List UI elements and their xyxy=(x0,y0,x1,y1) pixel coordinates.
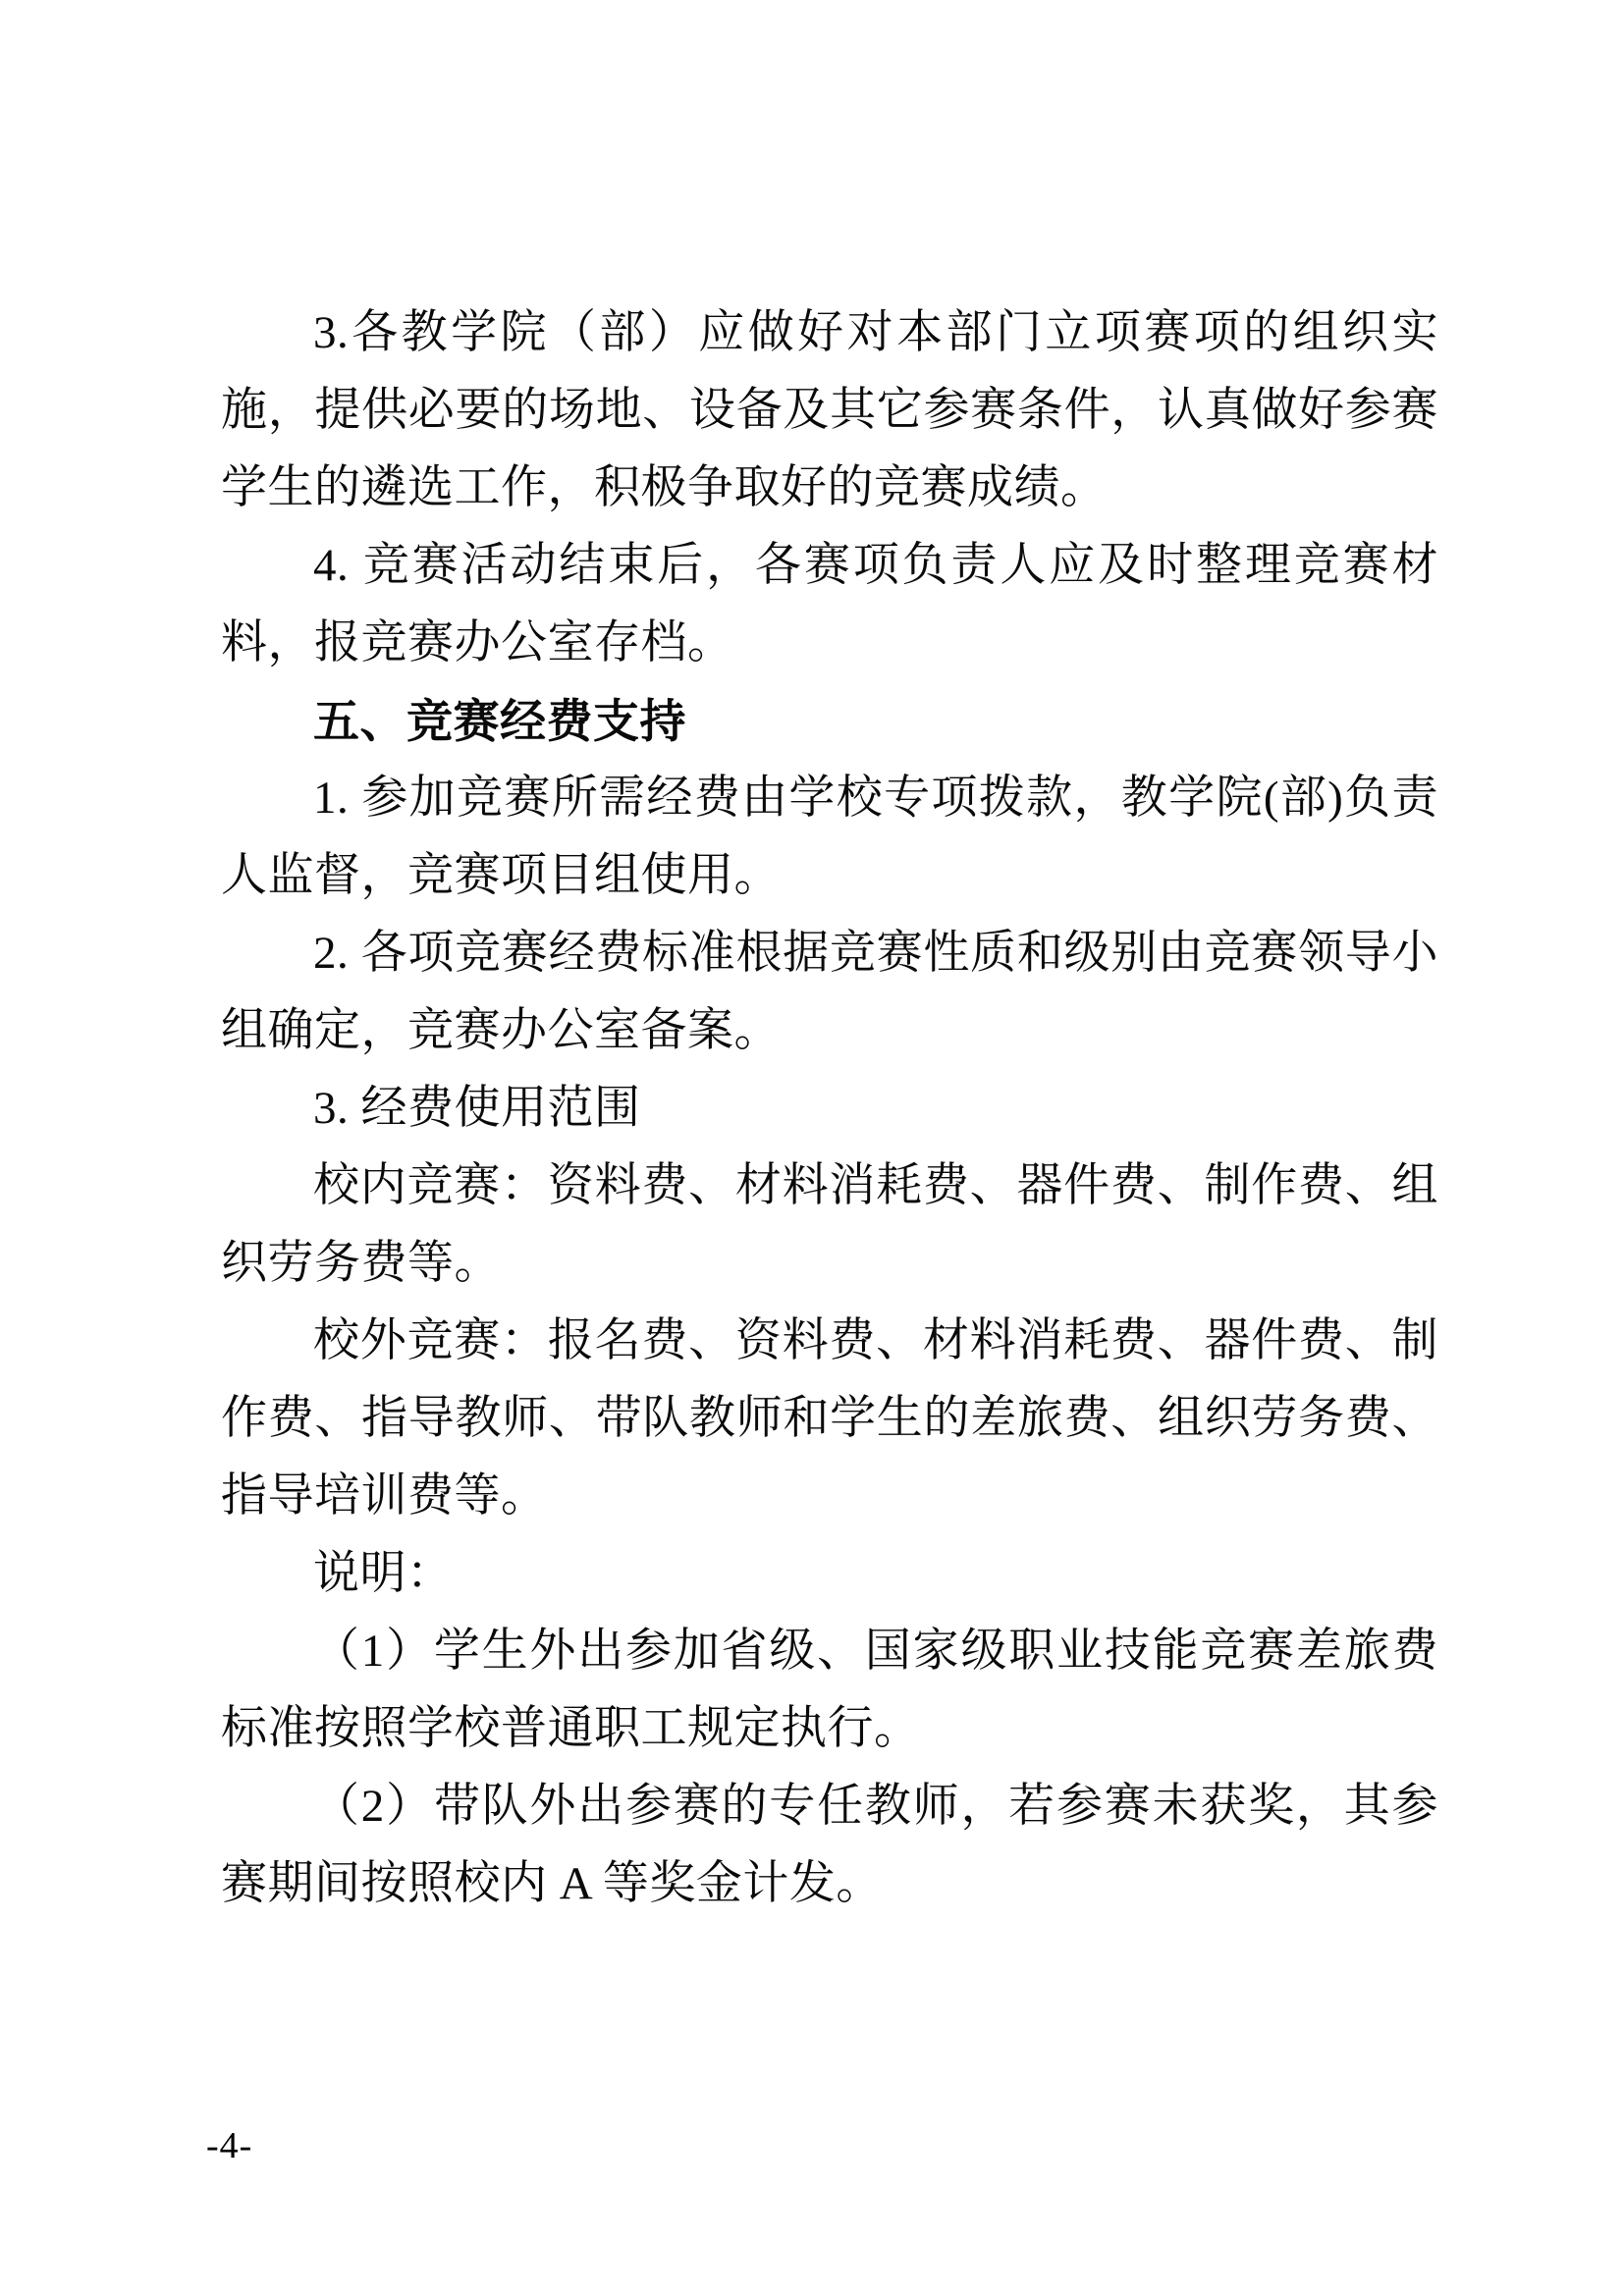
paragraph-3-org-implementation: 3.各教学院（部）应做好对本部门立项赛项的组织实施，提供必要的场地、设备及其它参赛条件，认真做好参赛学生的遴选工作，积极争取好的竞赛成绩。 xyxy=(221,307,1438,513)
section-heading-funding-support: 五、竞赛经费支持 xyxy=(313,695,686,747)
paragraph-4-archive-materials: 4. 竞赛活动结束后，各赛项负责人应及时整理竞赛材料，报竞赛办公室存档。 xyxy=(221,540,1438,668)
document-text-block xyxy=(221,294,1438,1923)
paragraph-funding-2: 2. 各项竞赛经费标准根据竞赛性质和级别由竞赛领导小组确定，竞赛办公室备案。 xyxy=(221,928,1438,1056)
paragraph-notes-label: 说明： xyxy=(313,1548,454,1599)
page-number: -4- xyxy=(206,2125,253,2166)
paragraph-off-campus-fees: 校外竞赛：报名费、资料费、材料消耗费、器件费、制作费、指导教师、带队教师和学生的差旅费、组织劳务费、指导培训费等。 xyxy=(221,1315,1438,1522)
paragraph-note-1-travel-standard: （1）学生外出参加省级、国家级职业技能竞赛差旅费标准按照学校普通职工规定执行。 xyxy=(221,1626,1438,1754)
paragraph-on-campus-fees: 校内竞赛：资料费、材料消耗费、器件费、制作费、组织劳务费等。 xyxy=(221,1160,1438,1289)
paragraph-funding-3-scope: 3. 经费使用范围 xyxy=(313,1083,641,1134)
paragraph-note-2-teacher-bonus: （2）带队外出参赛的专任教师，若参赛未获奖，其参赛期间按照校内 A 等奖金计发。 xyxy=(221,1781,1438,1909)
paragraph-funding-1: 1. 参加竞赛所需经费由学校专项拨款，教学院(部)负责人监督，竞赛项目组使用。 xyxy=(221,773,1438,901)
